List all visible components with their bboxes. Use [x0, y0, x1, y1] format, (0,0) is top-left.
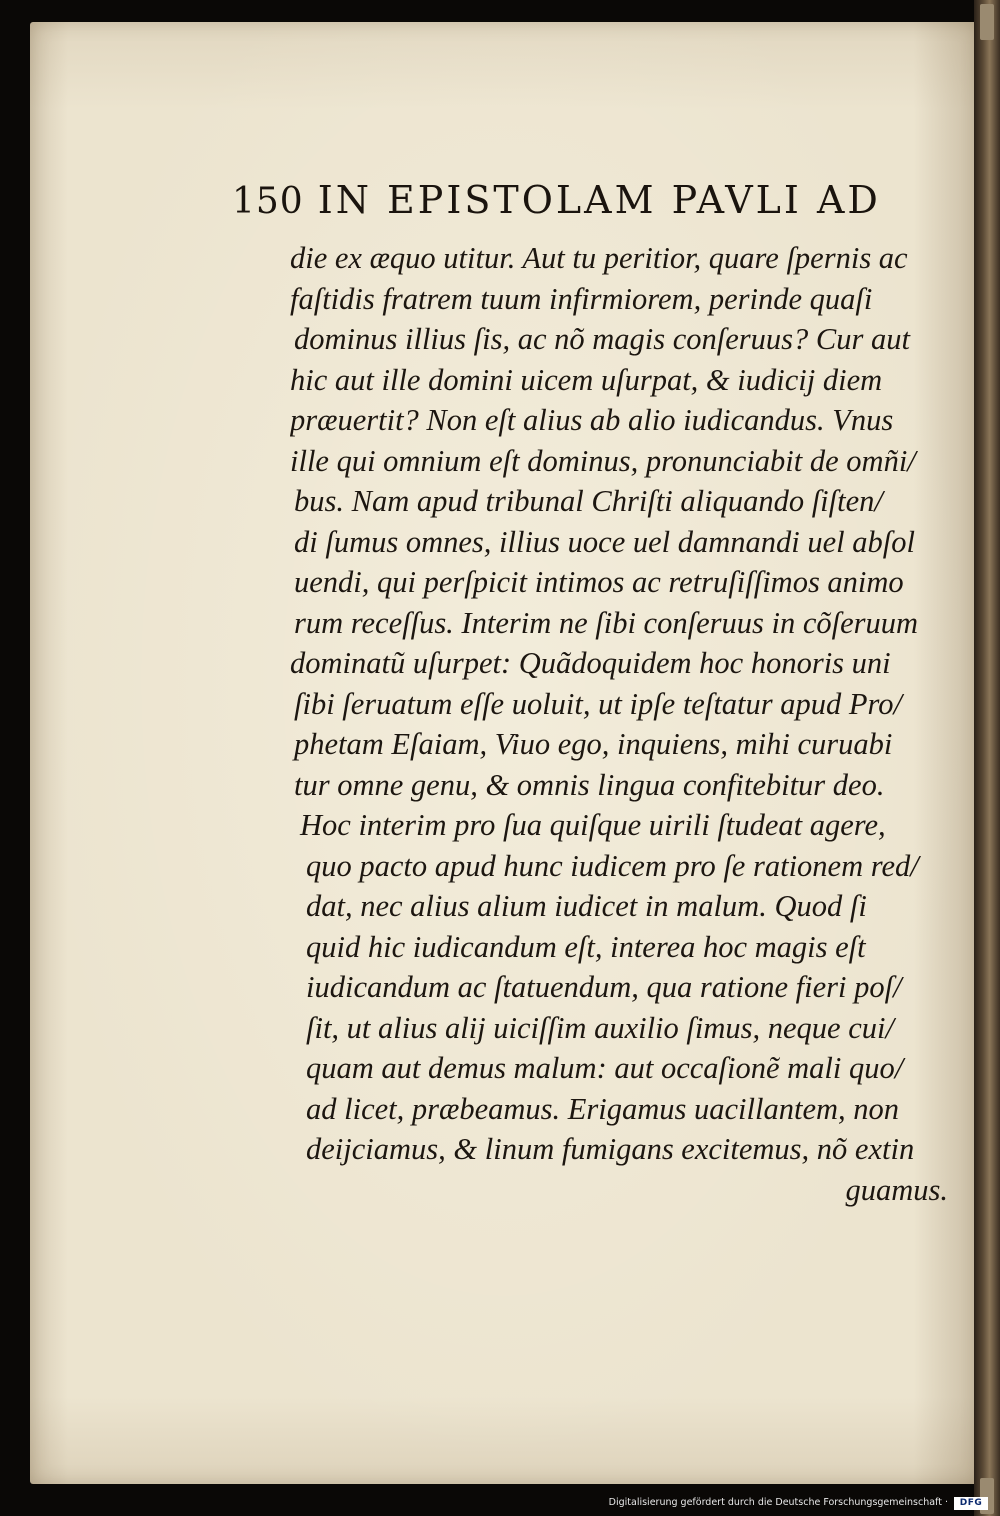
dfg-logo-icon: DFG	[954, 1497, 988, 1510]
text-line: faſtidis fratrem tuum infirmiorem, perinde quaſi	[290, 281, 873, 316]
book-spine-edge	[974, 0, 1000, 1516]
text-line: Hoc interim pro ſua quiſque uirili ſtudeat agere,	[300, 808, 886, 842]
text-line: uendi, qui perſpicit intimos ac retruſiſſimos animo	[294, 565, 904, 599]
text-line: ſit, ut alius alij uiciſſim auxilio ſimus, neque cui/	[306, 1010, 894, 1045]
text-line: ille qui omnium eſt dominus, pronunciabit de omñi/	[290, 443, 916, 478]
spine-clip	[980, 4, 994, 40]
running-head-title: IN EPISTOLAM PAVLI AD	[317, 178, 881, 222]
text-line: phetam Eſaiam, Viuo ego, inquiens, mihi curuabi	[294, 727, 893, 761]
text-line: di ſumus omnes, illius uoce uel damnandi uel abſol	[294, 524, 915, 559]
text-line: quid hic iudicandum eſt, interea hoc magis eſt	[306, 929, 866, 964]
text-line: bus. Nam apud tribunal Chriſti aliquando ſiſten/	[294, 484, 883, 518]
text-line: præuertit? Non eſt alius ab alio iudicandus. Vnus	[290, 403, 894, 437]
text-line: deijciamus, & linum fumigans excitemus, nõ extin	[306, 1132, 915, 1166]
text-line: ad licet, præbeamus. Erigamus uacillantem, non	[306, 1091, 900, 1126]
text-line: dominatũ uſurpet: Quãdoquidem hoc honoris uni	[290, 646, 891, 680]
text-line: ſibi ſeruatum eſſe uoluit, ut ipſe teſtatur apud Pro/	[294, 686, 902, 721]
text-line: iudicandum ac ſtatuendum, qua ratione fieri poſ/	[306, 970, 902, 1004]
text-line: dat, nec alius alium iudicet in malum. Quod ſi	[306, 889, 867, 923]
text-line: rum receſſus. Interim ne ſibi conſeruus in cõſeruum	[294, 605, 919, 640]
body-text	[290, 238, 950, 1210]
text-line: hic aut ille domini uicem uſurpat, & iudicij diem	[290, 362, 883, 397]
digitization-credit: Digitalisierung gefördert durch die Deutsche Forschungsgemeinschaft ·	[608, 1497, 948, 1508]
page-number: 150	[232, 181, 304, 222]
text-line: quam aut demus malum: aut occaſionẽ mali quo/	[306, 1051, 904, 1085]
text-line-catchword: guamus.	[845, 1172, 948, 1207]
text-line: dominus illius ſis, ac nõ magis conſeruus? Cur aut	[294, 322, 910, 356]
running-head	[232, 178, 932, 222]
text-line: quo pacto apud hunc iudicem pro ſe rationem red/	[306, 848, 919, 883]
text-line: tur omne genu, & omnis lingua confitebitur deo.	[294, 767, 885, 802]
text-line: die ex æquo utitur. Aut tu peritior, quare ſpernis ac	[290, 241, 908, 275]
